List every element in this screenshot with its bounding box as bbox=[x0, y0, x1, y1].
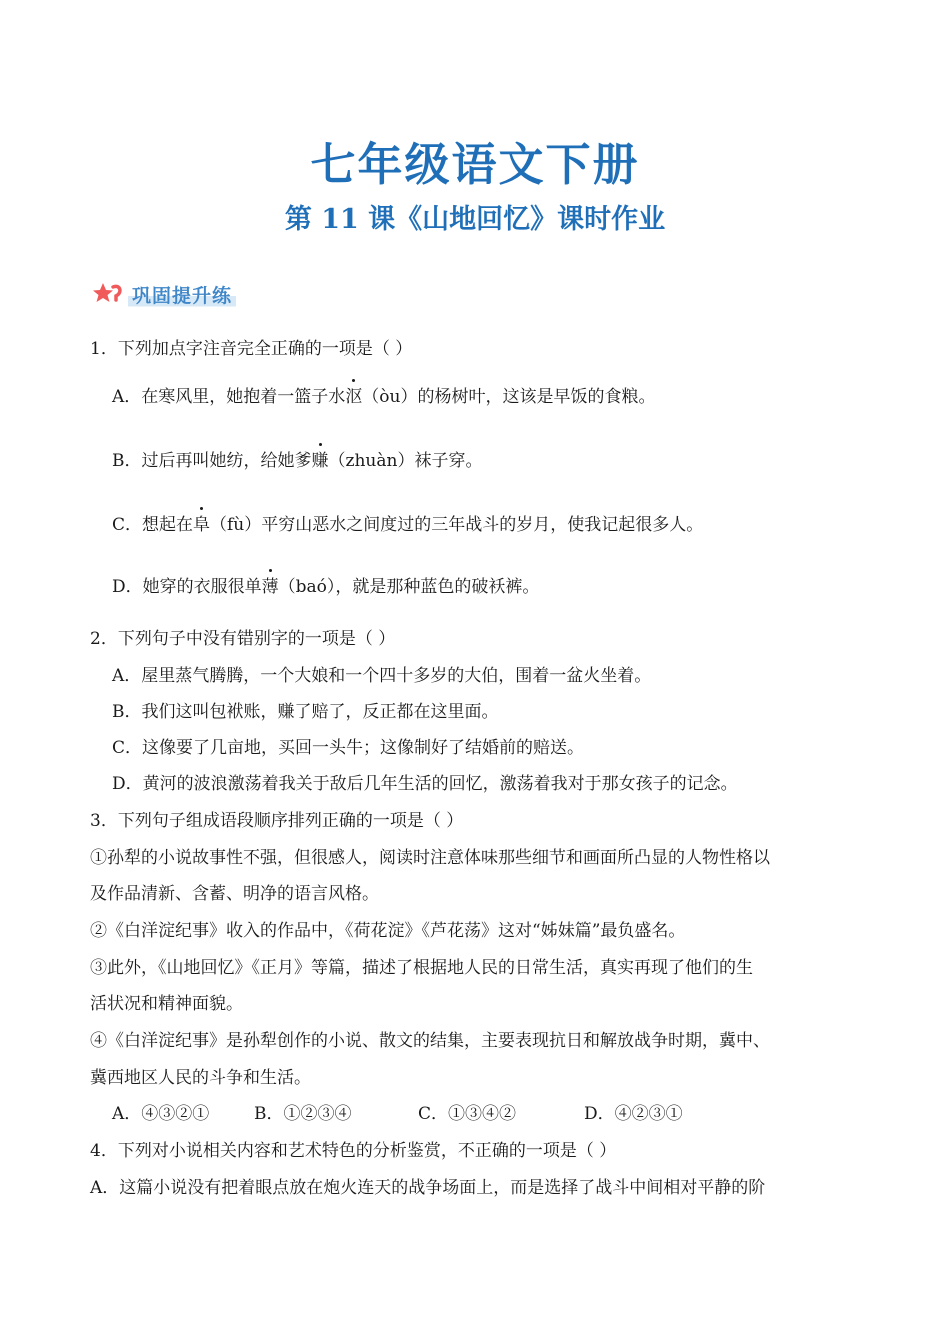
choice-a: A．④③②① bbox=[112, 1104, 210, 1124]
section-label: 巩固提升练 bbox=[128, 281, 236, 308]
question-3-choices bbox=[112, 1103, 683, 1125]
question-2-option-d: D．黄河的波浪激荡着我关于敌后几年生活的回忆，激荡着我对于那女孩子的记念。 bbox=[112, 774, 738, 794]
question-1-option-c: C．想起在阜（fù）平穷山恶水之间度过的三年战斗的岁月，使我记起很多人。 bbox=[112, 515, 704, 535]
lesson-subtitle: 第 11 课《山地回忆》课时作业 bbox=[284, 204, 666, 235]
choice-b: B．①②③④ bbox=[254, 1104, 352, 1124]
question-3-sentence-3-cont: 活状况和精神面貌。 bbox=[90, 994, 243, 1014]
choice-c: C．①③④② bbox=[418, 1104, 517, 1124]
choice-d: D．④②③① bbox=[584, 1104, 683, 1124]
question-3-sentence-3: ③此外，《山地回忆》《正月》等篇，描述了根据地人民的日常生活，真实再现了他们的生 bbox=[90, 958, 753, 978]
dotted-char: 沤 bbox=[345, 387, 363, 407]
question-4-option-a: A．这篇小说没有把着眼点放在炮火连天的战争场面上，而是选择了战斗中间相对平静的阶 bbox=[90, 1178, 766, 1198]
page-title: 七年级语文下册 bbox=[310, 138, 640, 191]
dotted-char: 赚 bbox=[311, 451, 329, 471]
star-icon bbox=[92, 281, 126, 307]
question-1-option-a: A．在寒风里，她抱着一篮子水沤（òu）的杨树叶，这该是早饭的食粮。 bbox=[112, 387, 656, 407]
question-3-sentence-4-cont: 冀西地区人民的斗争和生活。 bbox=[90, 1068, 311, 1088]
question-2-option-c: C．这像要了几亩地，买回一头牛；这像制好了结婚前的赔送。 bbox=[112, 738, 585, 758]
question-2-stem: 2．下列句子中没有错别字的一项是（ ） bbox=[90, 629, 396, 649]
question-2-option-b: B．我们这叫包袱账，赚了赔了，反正都在这里面。 bbox=[112, 702, 499, 722]
question-3-sentence-1-cont: 及作品清新、含蓄、明净的语言风格。 bbox=[90, 884, 379, 904]
dotted-char: 阜 bbox=[193, 515, 211, 535]
question-2-option-a: A．屋里蒸气腾腾，一个大娘和一个四十多岁的大伯，围着一盆火坐着。 bbox=[112, 666, 652, 686]
question-1-stem: 1．下列加点字注音完全正确的一项是（ ） bbox=[90, 339, 413, 359]
question-4-stem: 4．下列对小说相关内容和艺术特色的分析鉴赏，不正确的一项是（ ） bbox=[90, 1141, 617, 1161]
dotted-char: 薄 bbox=[261, 577, 279, 597]
question-1-option-b: B．过后再叫她纺，给她爹赚（zhuàn）袜子穿。 bbox=[112, 451, 483, 471]
question-1-option-d: D．她穿的衣服很单薄（baó），就是那种蓝色的破袄裤。 bbox=[112, 577, 540, 597]
question-3-sentence-1: ①孙犁的小说故事性不强，但很感人，阅读时注意体味那些细节和画面所凸显的人物性格以 bbox=[90, 848, 770, 868]
question-3-sentence-4: ④《白洋淀纪事》是孙犁创作的小说、散文的结集，主要表现抗日和解放战争时期，冀中、 bbox=[90, 1031, 770, 1051]
question-3-stem: 3．下列句子组成语段顺序排列正确的一项是（ ） bbox=[90, 811, 464, 831]
section-header bbox=[92, 280, 236, 308]
question-3-sentence-2: ②《白洋淀纪事》收入的作品中，《荷花淀》《芦花荡》这对“姊妹篇”最负盛名。 bbox=[90, 921, 686, 941]
